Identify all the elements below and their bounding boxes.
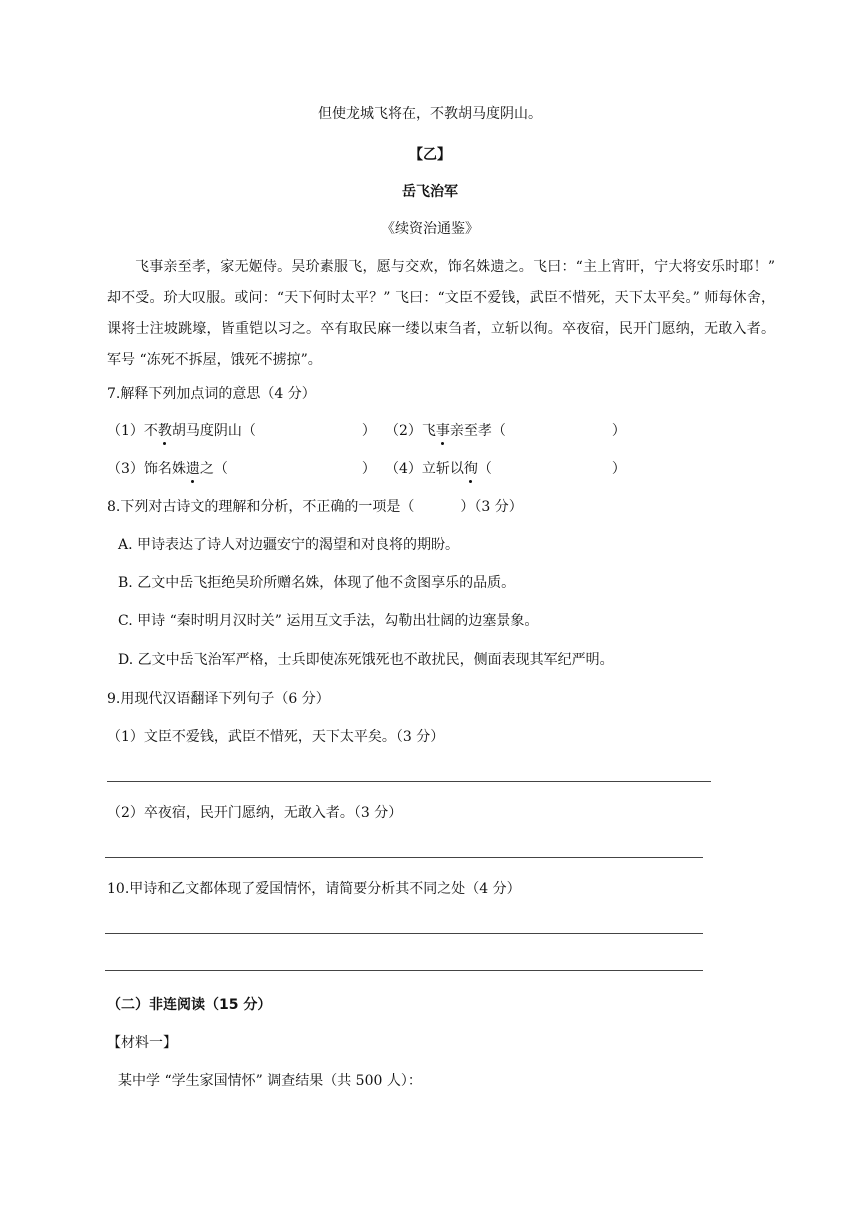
dotted-char: 事 [435, 423, 450, 439]
answer-line[interactable] [105, 970, 703, 971]
article-text: 飞事亲至孝，家无姬侍。吴玠素服飞，愿与交欢，饰名姝遗之。飞曰：“主上宵旰，宁大将安乐时耶！” 却不受。玠大叹服。或问：“天下何时太平？” 飞曰：“文臣不爱钱，武臣不惜死，天下太平矣。” 师每休舍，课将士注坡跳壕，皆重铠以习之。卒有取民麻一缕以束刍者，立斩以徇。卒夜宿，民开门愿纳，无敢入者。军号 “冻死不拆屋，饿死不掳掠”。 [107, 259, 775, 368]
q7-item-4: （4）立斩以徇（ ） [385, 461, 626, 477]
material-text: 某中学 “学生家国情怀” 调查结果（共 500 人）： [118, 1073, 422, 1089]
section-label: 【乙】 [409, 147, 451, 163]
answer-line[interactable] [105, 857, 703, 858]
material-label: 【材料一】 [107, 1035, 177, 1051]
q10-stem: 10.甲诗和乙文都体现了爱国情怀，请简要分析其不同之处（4 分） [107, 881, 521, 897]
article-title: 岳飞治军 [402, 184, 458, 200]
dotted-char: 遗 [185, 461, 200, 477]
q7-item-3: （3）饰名姝遗之（ ） [107, 461, 376, 477]
q8-stem: 8.下列对古诗文的理解和分析，不正确的一项是（ ）（3 分） [107, 499, 523, 515]
dotted-char: 徇 [463, 461, 478, 477]
dotted-char: 教 [157, 423, 172, 439]
q7-item-2: （2）飞事亲至孝（ ） [385, 423, 626, 439]
q8-option-c[interactable]: C. 甲诗 “秦时明月汉时关” 运用互文手法，勾勒出壮阔的边塞景象。 [118, 613, 539, 629]
q7-stem: 7.解释下列加点词的意思（4 分） [107, 386, 316, 402]
q7-item-1: （1）不教胡马度阴山（ ） [107, 423, 376, 439]
answer-line[interactable] [107, 781, 711, 782]
q8-option-d[interactable]: D. 乙文中岳飞治军严格，士兵即使冻死饿死也不敢扰民，侧面表现其军纪严明。 [118, 652, 614, 668]
part2-heading: （二）非连阅读（15 分） [107, 997, 272, 1013]
q9-stem: 9.用现代汉语翻译下列句子（6 分） [107, 691, 330, 707]
answer-line[interactable] [105, 933, 703, 934]
q8-option-a[interactable]: A. 甲诗表达了诗人对边疆安宁的渴望和对良将的期盼。 [118, 537, 460, 553]
q9-sub-2: （2）卒夜宿，民开门愿纳，无敢入者。（3 分） [107, 805, 403, 821]
poem-last-line: 但使龙城飞将在，不教胡马度阴山。 [318, 106, 542, 122]
q9-sub-1: （1）文臣不爱钱，武臣不惜死，天下太平矣。（3 分） [107, 729, 445, 745]
q8-option-b[interactable]: B. 乙文中岳飞拒绝吴玠所赠名姝，体现了他不贪图享乐的品质。 [118, 575, 516, 591]
article-source: 《续资治通鉴》 [381, 221, 479, 237]
